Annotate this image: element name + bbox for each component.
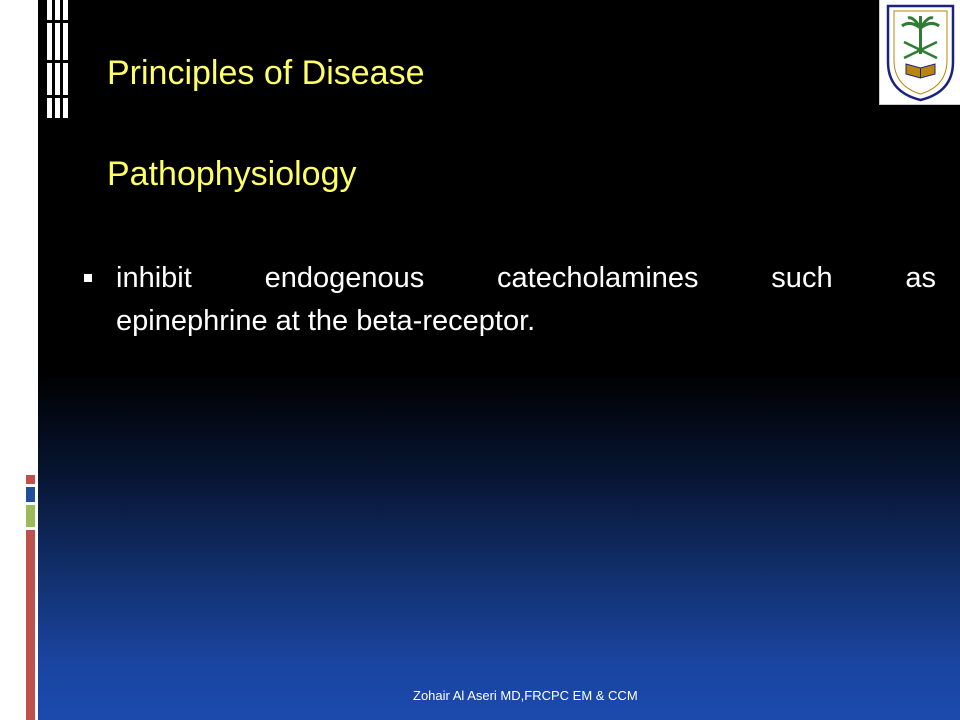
accent-bar-red <box>26 475 35 484</box>
bullet-text <box>116 257 936 343</box>
bullet-line-2: epinephrine at the beta-receptor. <box>116 305 536 337</box>
bullet-square-icon <box>84 274 92 282</box>
accent-bar-green <box>26 505 35 527</box>
left-accent-strip <box>0 0 38 720</box>
slide-title: Principles of Disease <box>107 54 425 92</box>
bullet-item <box>84 257 936 343</box>
king-saud-university-seal-icon <box>880 0 960 104</box>
bullet-line-1: inhibit endogenous catecholamines such as <box>116 262 936 294</box>
university-logo <box>879 0 960 105</box>
window-pane-decoration-icon <box>45 0 75 118</box>
slide-background <box>38 0 960 720</box>
slide-footer: Zohair Al Aseri MD,FRCPC EM & CCM <box>413 688 638 703</box>
accent-bar-blue <box>26 487 35 502</box>
accent-bar-red-long <box>26 530 35 720</box>
slide-subtitle: Pathophysiology <box>107 155 357 193</box>
